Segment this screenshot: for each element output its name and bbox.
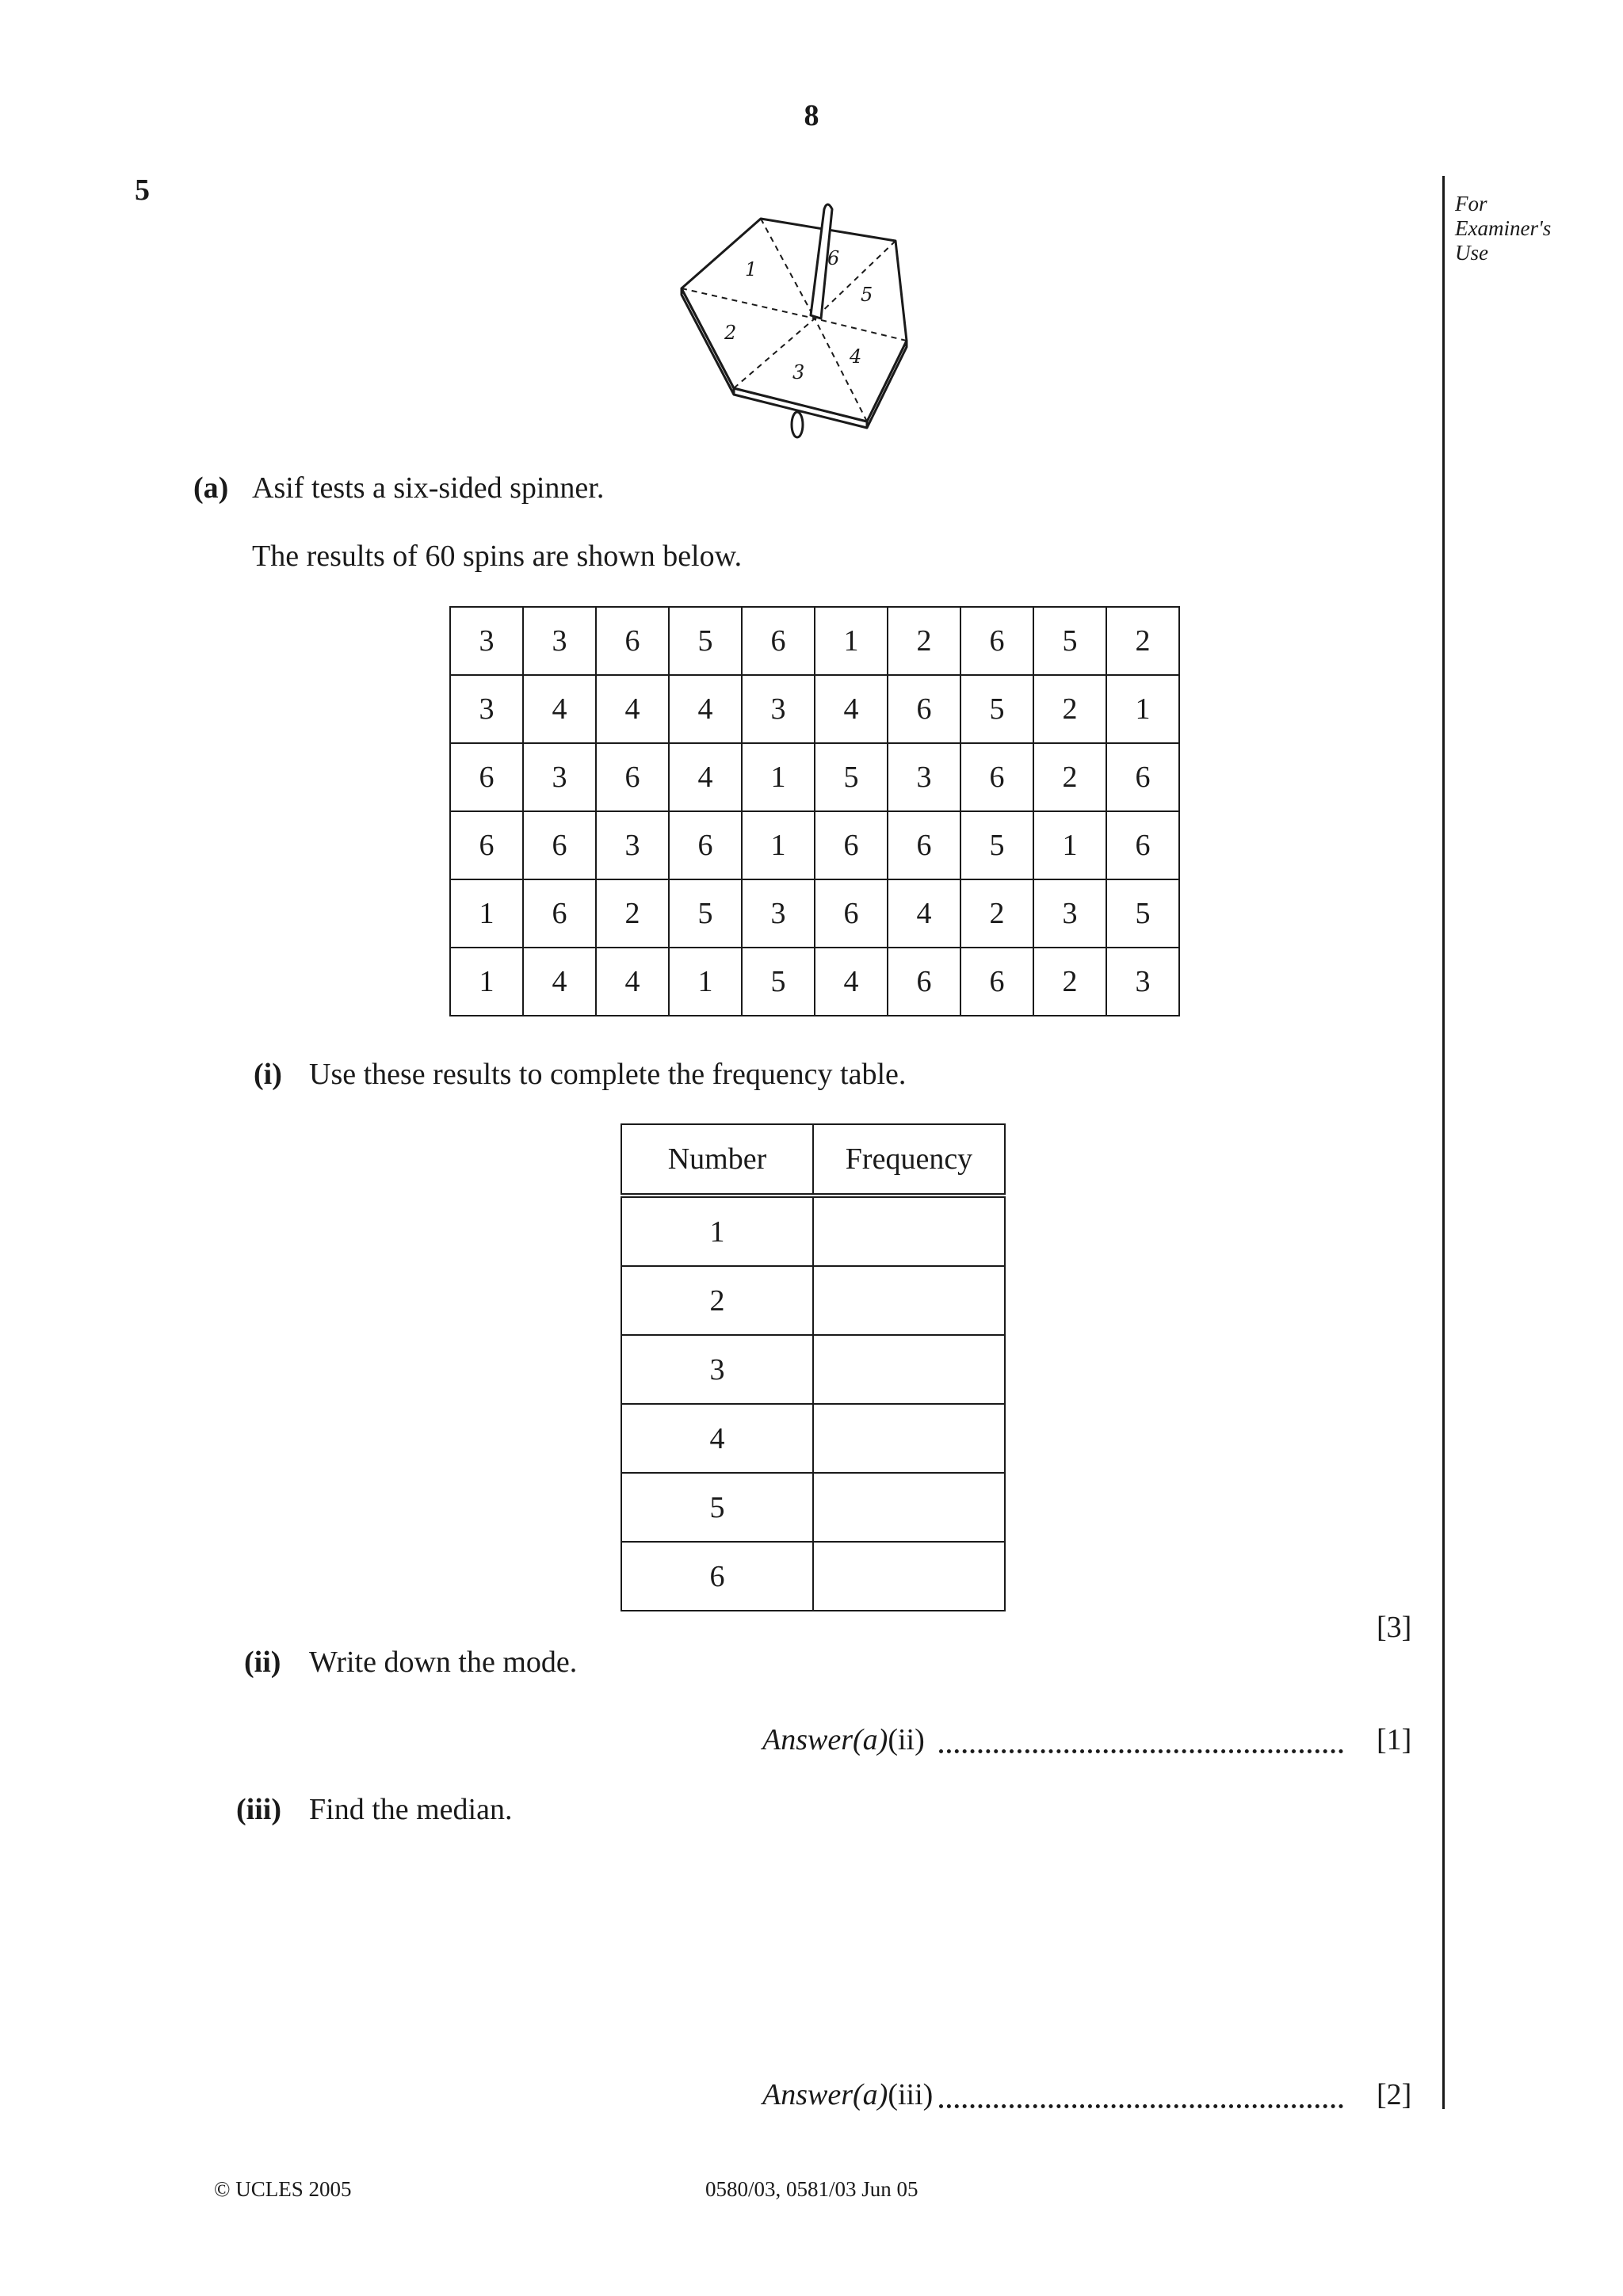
results-row [450, 675, 1179, 743]
part-a-label: (a) [193, 471, 229, 505]
part-i-label: (i) [254, 1058, 282, 1091]
results-row [450, 879, 1179, 948]
frequency-answer-cell[interactable] [813, 1542, 1005, 1611]
results-cell: 1 [669, 948, 742, 1016]
question-number: 5 [135, 174, 150, 207]
examiner-line-1: For [1455, 192, 1487, 215]
results-cell: 6 [815, 879, 888, 948]
results-cell: 1 [815, 607, 888, 675]
spinner-label-1: 1 [745, 258, 758, 280]
results-cell: 6 [596, 607, 669, 675]
results-table [449, 606, 1180, 1016]
results-cell: 6 [888, 948, 960, 1016]
results-cell: 6 [1106, 811, 1179, 879]
results-cell: 4 [815, 675, 888, 743]
frequency-row [621, 1404, 1005, 1473]
results-row [450, 811, 1179, 879]
results-cell: 6 [450, 743, 523, 811]
frequency-row [621, 1196, 1005, 1266]
number-cell: 4 [621, 1404, 813, 1473]
frequency-row [621, 1542, 1005, 1611]
results-cell: 5 [669, 607, 742, 675]
results-cell: 1 [1033, 811, 1106, 879]
results-cell: 1 [450, 948, 523, 1016]
frequency-answer-cell[interactable] [813, 1473, 1005, 1542]
part-iii-text: Find the median. [309, 1793, 513, 1826]
spinner-label-2: 2 [724, 322, 737, 344]
answer-a-ii-suffix: (ii) [888, 1723, 925, 1756]
results-row [450, 948, 1179, 1016]
results-cell: 6 [888, 675, 960, 743]
frequency-answer-cell[interactable] [813, 1266, 1005, 1335]
results-cell: 1 [742, 743, 815, 811]
results-cell: 4 [596, 948, 669, 1016]
results-cell: 2 [1033, 675, 1106, 743]
spinner-label-5: 5 [861, 284, 873, 306]
frequency-table-header [621, 1124, 1005, 1196]
part-ii-mark: [1] [1377, 1723, 1412, 1756]
examiner-margin-line [1442, 176, 1445, 2109]
spinner-illustration [666, 196, 919, 442]
examiner-use-label [1455, 192, 1551, 265]
results-cell: 3 [450, 607, 523, 675]
spinner-label-4: 4 [850, 345, 862, 368]
header-frequency: Frequency [813, 1124, 1005, 1196]
results-cell: 4 [669, 675, 742, 743]
results-cell: 4 [815, 948, 888, 1016]
answer-a-iii-field[interactable] [939, 2104, 1343, 2108]
results-cell: 6 [960, 948, 1033, 1016]
part-a-intro: Asif tests a six-sided spinner. [252, 471, 605, 505]
results-cell: 4 [888, 879, 960, 948]
examiner-line-2: Examiner's [1455, 216, 1552, 240]
results-cell: 4 [596, 675, 669, 743]
part-ii-text: Write down the mode. [309, 1646, 578, 1679]
results-cell: 6 [960, 607, 1033, 675]
frequency-row [621, 1266, 1005, 1335]
results-cell: 6 [523, 811, 596, 879]
number-cell: 5 [621, 1473, 813, 1542]
frequency-table [621, 1123, 1006, 1611]
footer-paper-code: 0580/03, 0581/03 Jun 05 [705, 2177, 918, 2201]
results-cell: 3 [1033, 879, 1106, 948]
part-i-mark: [3] [1377, 1611, 1412, 1644]
part-i-text: Use these results to complete the frequency table. [309, 1058, 907, 1091]
results-cell: 6 [523, 879, 596, 948]
answer-a-ii-label [762, 1722, 925, 1757]
answer-a-ii-field[interactable] [939, 1749, 1343, 1753]
results-cell: 5 [815, 743, 888, 811]
results-cell: 6 [596, 743, 669, 811]
results-cell: 3 [1106, 948, 1179, 1016]
part-iii-mark: [2] [1377, 2078, 1412, 2111]
answer-a-iii-suffix: (iii) [888, 2078, 934, 2111]
answer-a-iii-label [762, 2077, 933, 2112]
results-cell: 2 [1033, 948, 1106, 1016]
results-cell: 5 [960, 811, 1033, 879]
results-cell: 2 [960, 879, 1033, 948]
results-cell: 4 [523, 948, 596, 1016]
results-cell: 2 [596, 879, 669, 948]
results-cell: 4 [669, 743, 742, 811]
results-cell: 4 [523, 675, 596, 743]
results-cell: 3 [742, 675, 815, 743]
spinner-label-6: 6 [827, 247, 840, 269]
results-cell: 6 [815, 811, 888, 879]
results-cell: 3 [742, 879, 815, 948]
results-cell: 5 [742, 948, 815, 1016]
frequency-row [621, 1335, 1005, 1404]
footer-copyright: © UCLES 2005 [214, 2177, 352, 2201]
frequency-row [621, 1473, 1005, 1542]
part-ii-label: (ii) [244, 1646, 281, 1679]
results-cell: 3 [596, 811, 669, 879]
number-cell: 3 [621, 1335, 813, 1404]
results-cell: 6 [888, 811, 960, 879]
results-cell: 2 [888, 607, 960, 675]
header-number: Number [621, 1124, 813, 1196]
frequency-answer-cell[interactable] [813, 1404, 1005, 1473]
frequency-answer-cell[interactable] [813, 1196, 1005, 1266]
number-cell: 2 [621, 1266, 813, 1335]
results-cell: 5 [960, 675, 1033, 743]
results-row [450, 743, 1179, 811]
results-cell: 3 [450, 675, 523, 743]
results-intro: The results of 60 spins are shown below. [252, 540, 743, 573]
results-cell: 3 [888, 743, 960, 811]
results-cell: 6 [450, 811, 523, 879]
results-cell: 1 [450, 879, 523, 948]
results-cell: 3 [523, 607, 596, 675]
results-cell: 6 [960, 743, 1033, 811]
results-cell: 6 [1106, 743, 1179, 811]
examiner-line-3: Use [1455, 241, 1488, 265]
results-cell: 1 [742, 811, 815, 879]
results-cell: 6 [669, 811, 742, 879]
results-cell: 1 [1106, 675, 1179, 743]
results-cell: 2 [1106, 607, 1179, 675]
answer-a-iii-italic: Answer(a) [762, 2078, 888, 2111]
results-cell: 2 [1033, 743, 1106, 811]
results-cell: 3 [523, 743, 596, 811]
number-cell: 1 [621, 1196, 813, 1266]
page-number: 8 [804, 99, 819, 132]
results-cell: 6 [742, 607, 815, 675]
results-cell: 5 [669, 879, 742, 948]
frequency-answer-cell[interactable] [813, 1335, 1005, 1404]
results-cell: 5 [1106, 879, 1179, 948]
number-cell: 6 [621, 1542, 813, 1611]
results-cell: 5 [1033, 607, 1106, 675]
spinner-label-3: 3 [792, 361, 805, 383]
part-iii-label: (iii) [236, 1793, 281, 1826]
answer-a-ii-italic: Answer(a) [762, 1723, 888, 1756]
results-row [450, 607, 1179, 675]
